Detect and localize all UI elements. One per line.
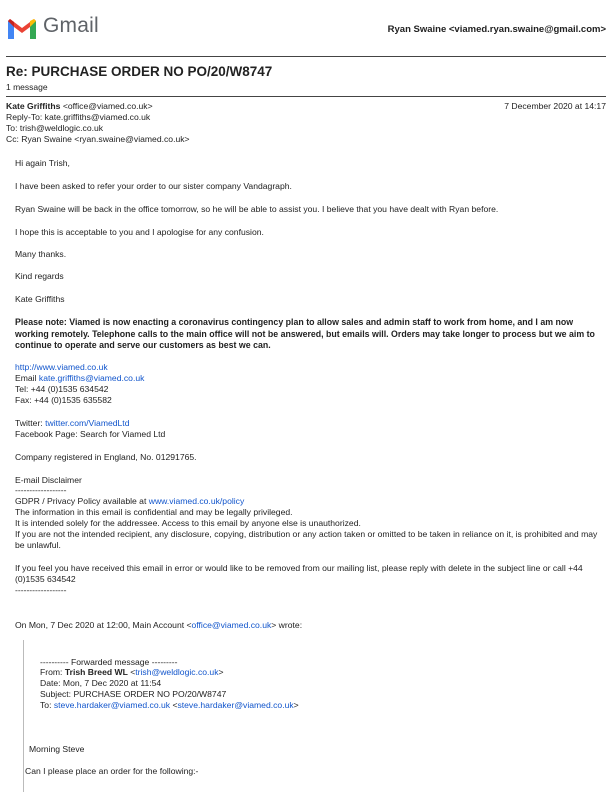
sender-line	[6, 101, 153, 112]
body-paragraph-2: Ryan Swaine will be back in the office tomorrow, so he will be able to assist you. I believe that you have dealt with Ryan before.	[15, 204, 499, 214]
cc-line: Cc: Ryan Swaine <ryan.swaine@viamed.co.uk>	[6, 134, 190, 144]
body-paragraph-4: Many thanks.	[15, 249, 67, 259]
message-count: 1 message	[6, 82, 48, 92]
forwarded-subject: Subject: PURCHASE ORDER NO PO/20/W8747	[40, 689, 227, 699]
thread-subject: Re: PURCHASE ORDER NO PO/20/W8747	[6, 64, 273, 79]
forwarded-to-email[interactable]: steve.hardaker@viamed.co.uk	[53, 700, 171, 710]
message-date: 7 December 2020 at 14:17	[504, 101, 606, 111]
forwarded-date: Date: Mon, 7 Dec 2020 at 11:54	[40, 678, 162, 688]
email-link[interactable]: kate.griffiths@viamed.co.uk	[38, 373, 145, 383]
company-registration: Company registered in England, No. 01291765.	[15, 452, 197, 462]
gdpr-line: GDPR / Privacy Policy available at www.viamed.co.uk/policy	[15, 496, 245, 506]
twitter-link[interactable]: twitter.com/ViamedLtd	[45, 418, 130, 428]
gmail-logo-icon	[6, 17, 38, 41]
forwarded-from-name: Trish Breed WL	[64, 667, 128, 677]
body-paragraph-1: I have been asked to refer your order to our sister company Vandagraph.	[15, 181, 292, 191]
facebook-line: Facebook Page: Search for Viamed Ltd	[15, 429, 166, 439]
forwarded-line-1: Can I please place an order for the following:-	[25, 766, 199, 776]
forwarded-greeting: Morning Steve	[29, 744, 85, 754]
reply-to-line: Reply-To: kate.griffiths@viamed.co.uk	[6, 112, 151, 122]
policy-link[interactable]: www.viamed.co.uk/policy	[148, 496, 245, 506]
disclaimer-dashes: ------------------	[15, 485, 67, 495]
coronavirus-notice: Please note: Viamed is now enacting a coronavirus contingency plan to allow sales and admin staff to work from home, and I am now working remotely. Telephone calls to the main office will not be answered, but emails will. Orders may take longer to process but we aim to continue to operate and serve our customers as best we can.	[15, 317, 595, 350]
email-line: Email kate.griffiths@viamed.co.uk	[15, 373, 145, 383]
forwarded-from-email[interactable]: trish@weldlogic.co.uk	[135, 667, 219, 677]
body-paragraph-3: I hope this is acceptable to you and I apologise for any confusion.	[15, 227, 264, 237]
subject-divider	[6, 96, 606, 97]
gmail-wordmark: Gmail	[43, 14, 99, 37]
sender-email: <office@viamed.co.uk>	[62, 101, 153, 111]
twitter-line: Twitter: twitter.com/ViamedLtd	[15, 418, 130, 428]
disclaimer-line-3: If you are not the intended recipient, any disclosure, copying, distribution or any action taken or omitted to be taken in reliance on it, is prohibited and may be unlawful.	[15, 529, 598, 551]
header-divider	[6, 56, 606, 57]
forwarded-to-email-2[interactable]: steve.hardaker@viamed.co.uk	[177, 700, 294, 710]
greeting: Hi again Trish,	[15, 158, 70, 168]
signature-name: Kate Griffiths	[15, 294, 65, 304]
disclaimer-line-4: If you feel you have received this email in error or would like to be removed from our mailing list, please reply with delete in the subject line or call +44 (0)1535 634542	[15, 563, 583, 585]
forwarded-from: From: Trish Breed WL <trish@weldlogic.co.uk>	[40, 667, 224, 677]
disclaimer-dashes-end: ------------------	[15, 585, 67, 595]
forwarded-header: ---------- Forwarded message ---------	[40, 657, 178, 667]
disclaimer-line-2: It is intended solely for the addressee. Access to this email by anyone else is unauthorized.	[15, 518, 361, 528]
website-link[interactable]: http://www.viamed.co.uk	[15, 362, 108, 372]
quote-attribution: On Mon, 7 Dec 2020 at 12:00, Main Account <office@viamed.co.uk> wrote:	[15, 620, 303, 630]
gmail-header	[0, 0, 612, 56]
tel-line: Tel: +44 (0)1535 634542	[15, 384, 109, 394]
attribution-email-link[interactable]: office@viamed.co.uk	[191, 620, 272, 630]
closing: Kind regards	[15, 271, 64, 281]
sender-name: Kate Griffiths	[6, 101, 61, 111]
quoted-message	[15, 640, 605, 792]
account-label: Ryan Swaine <viamed.ryan.swaine@gmail.com>	[387, 24, 606, 35]
forwarded-to: To: steve.hardaker@viamed.co.uk <steve.hardaker@viamed.co.uk>	[40, 700, 299, 710]
fax-line: Fax: +44 (0)1535 635582	[15, 395, 112, 405]
disclaimer-title: E-mail Disclaimer	[15, 475, 82, 485]
disclaimer-line-1: The information in this email is confidential and may be legally privileged.	[15, 507, 293, 517]
to-line: To: trish@weldlogic.co.uk	[6, 123, 104, 133]
quote-bar	[23, 640, 24, 792]
